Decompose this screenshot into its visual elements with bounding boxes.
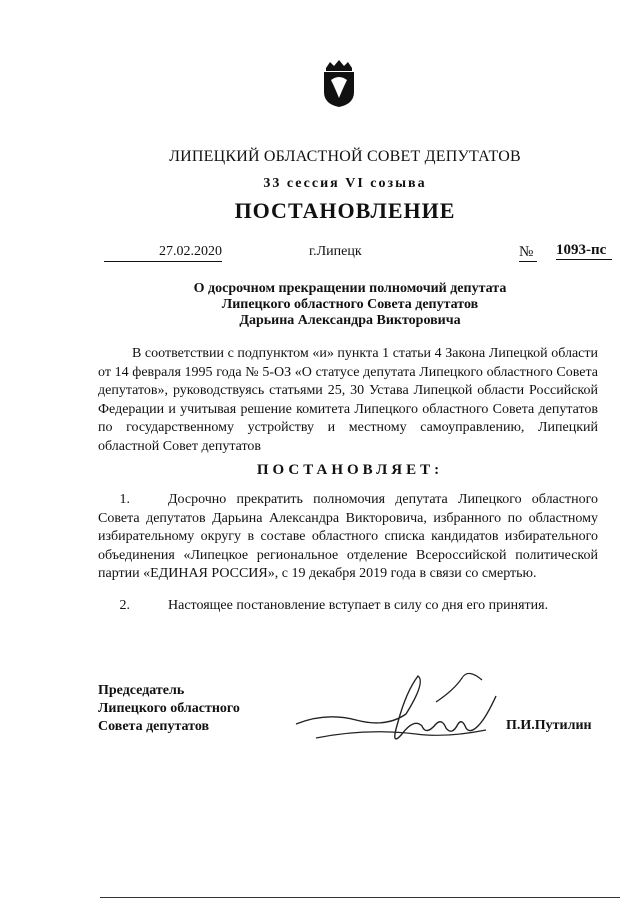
item-text: Настоящее постановление вступает в силу со дня его принятия. <box>168 598 549 613</box>
preamble-paragraph: В соответствии с подпунктом «и» пункта 1 статьи 4 Закона Липецкой области от 14 февраля 1995 года № 5-ОЗ «О статусе депутата Липецкого областного Совета депутатов», руководствуясь статьями 25, 30 Устава Липецкой области Российской Федерации и учитывая решение комитета Липецкого областного Совета депутатов по государственному устройству и местному самоуправлению, Липецкий областной Совет депутатов <box>98 346 598 454</box>
document-number: 1093-пс <box>556 241 612 260</box>
signatory-title <box>98 682 240 736</box>
signatory-name: П.И.Путилин <box>506 718 592 733</box>
resolution-item <box>98 597 598 616</box>
resolution-item <box>98 491 598 584</box>
coat-of-arms-icon <box>320 58 358 108</box>
document-city: г.Липецк <box>309 244 362 259</box>
handwritten-signature <box>286 662 506 762</box>
document-subject <box>150 281 550 329</box>
page-bottom-divider <box>100 897 620 898</box>
subject-line: О досрочном прекращении полномочий депутата <box>193 281 507 296</box>
signatory-title-line: Совета депутатов <box>98 719 210 734</box>
item-text: Досрочно прекратить полномочия депутата Липецкого областного Совета депутатов Дарьина Александра Викторовича, избранного по областному избирательному округу в составе областного списка кандидатов избирательного объединения «Липецкое региональное отделение Всероссийской политической партии «ЕДИНАЯ РОССИЯ», с 19 декабря 2019 года в связи со смертью. <box>98 492 598 582</box>
item-number: 1. <box>119 492 130 507</box>
document-type: ПОСТАНОВЛЕНИЕ <box>234 198 456 223</box>
signatory-title-line: Липецкого областного <box>98 701 240 716</box>
document-date: 27.02.2020 <box>104 243 222 262</box>
subject-line: Липецкого областного Совета депутатов <box>221 297 479 312</box>
organization-name: ЛИПЕЦКИЙ ОБЛАСТНОЙ СОВЕТ ДЕПУТАТОВ <box>169 148 521 165</box>
subject-line: Дарьина Александра Викторовича <box>239 313 461 328</box>
number-label: № <box>519 243 537 262</box>
item-number: 2. <box>119 598 130 613</box>
resolves-heading: ПОСТАНОВЛЯЕТ: <box>256 462 444 478</box>
signatory-title-line: Председатель <box>98 683 185 698</box>
session-label: 33 сессия VI созыва <box>263 176 427 191</box>
